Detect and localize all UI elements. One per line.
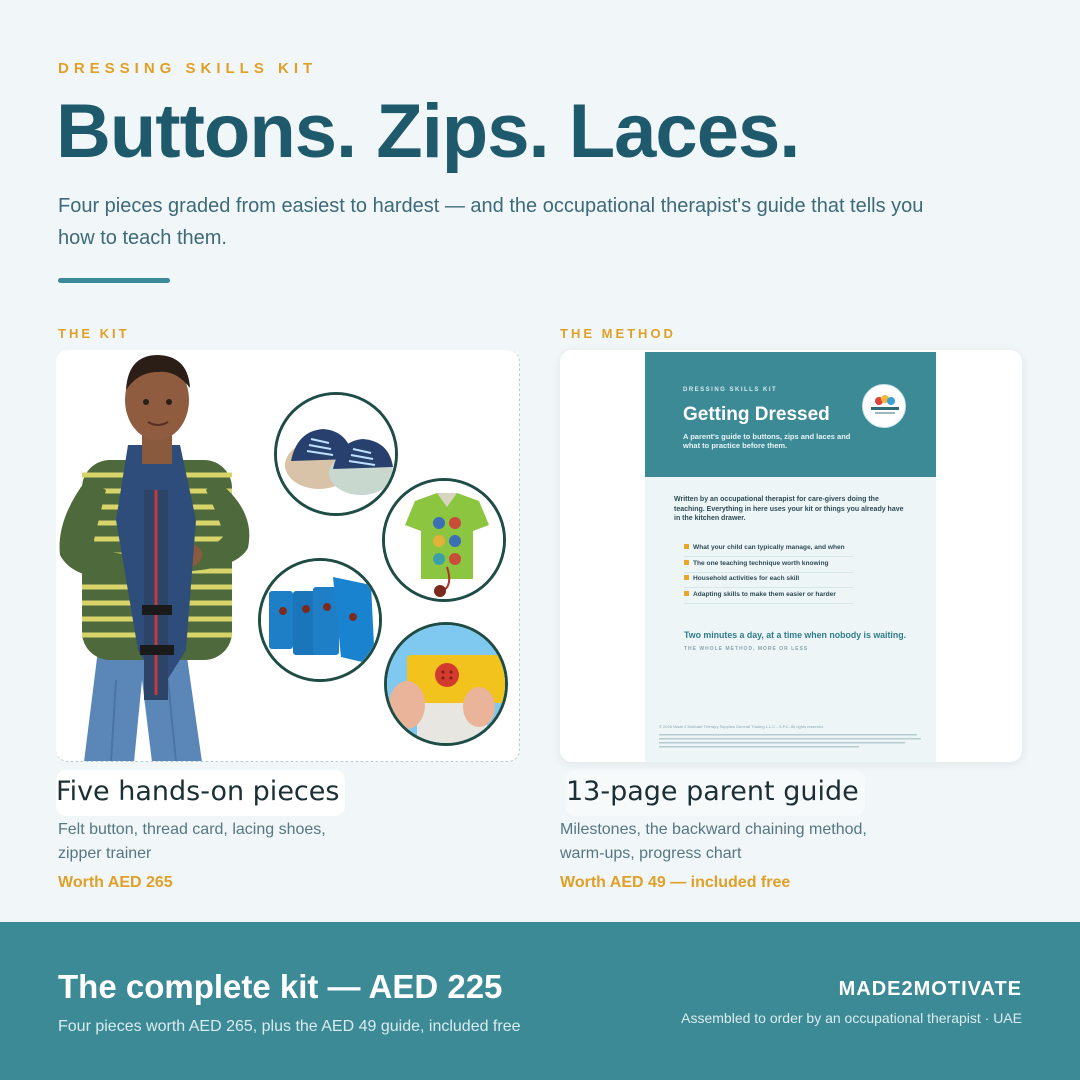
guide-intro: Written by an occupational therapist for care-givers doing the teaching. Everything in here uses your kit or things you already have in the kitchen drawer. [674,496,904,522]
lacing-shoes-image [274,392,398,516]
eyebrow: DRESSING SKILLS KIT [58,60,318,77]
brand-note: Assembled to order by an occupational therapist · UAE [681,1010,1022,1026]
method-title: 13-page parent guide [566,770,865,816]
footer-banner [0,922,1080,1080]
divider [58,278,170,283]
kit-title: Five hands-on pieces [56,770,345,816]
headline: Buttons. Zips. Laces. [56,89,800,174]
guide-contents-list [684,542,854,604]
method-description: Milestones, the backward chaining method, warm-ups, progress chart [560,821,867,862]
kit-worth: Worth AED 265 [58,874,173,891]
guide-list-item: Household activities for each skill [684,573,854,588]
guide-subtitle: A parent's guide to buttons, zips and laces and what to practice before them. [683,432,851,450]
footer-subtitle: Four pieces worth AED 265, plus the AED 49 guide, included free [58,1018,521,1035]
guide-list-item: Adapting skills to make them easier or harder [684,589,854,604]
brand-logo-icon [862,384,906,428]
kit-section-label: THE KIT [58,326,130,341]
guide-list-item: The one teaching technique worth knowing [684,558,854,573]
method-worth: Worth AED 49 — included free [560,874,791,891]
method-section-label: THE METHOD [560,326,676,341]
felt-button-strips-image [258,558,382,682]
guide-cover-banner [645,352,936,477]
guide-list-item: What your child can typically manage, and when [684,542,854,557]
guide-quote: Two minutes a day, at a time when nobody is waiting. [684,630,907,640]
button-practice-closeup-image [384,622,508,746]
kit-image-card [56,350,520,762]
child-wearing-zipper-trainer-image [56,350,306,762]
kit-description: Felt button, thread card, lacing shoes, zipper trainer [58,821,326,862]
guide-preview-card [560,350,1022,762]
subheadline: Four pieces graded from easiest to hardest — and the occupational therapist's guide that tells you how to teach them. [58,195,924,249]
guide-fine-print [659,734,921,752]
guide-copyright: © 2026 Made 2 Motivate Therapy Supplies General Trading L.L.C - S.P.C. All rights reserved. [659,724,824,729]
guide-eyebrow: DRESSING SKILLS KIT [683,387,778,393]
button-thread-card-image [382,478,506,602]
footer-price-title: The complete kit — AED 225 [58,968,503,1005]
guide-title: Getting Dressed [683,404,830,425]
guide-quote-caption: THE WHOLE METHOD, MORE OR LESS [684,646,809,652]
brand-name: MADE2MOTIVATE [838,978,1022,1000]
guide-cover-page [645,352,936,762]
